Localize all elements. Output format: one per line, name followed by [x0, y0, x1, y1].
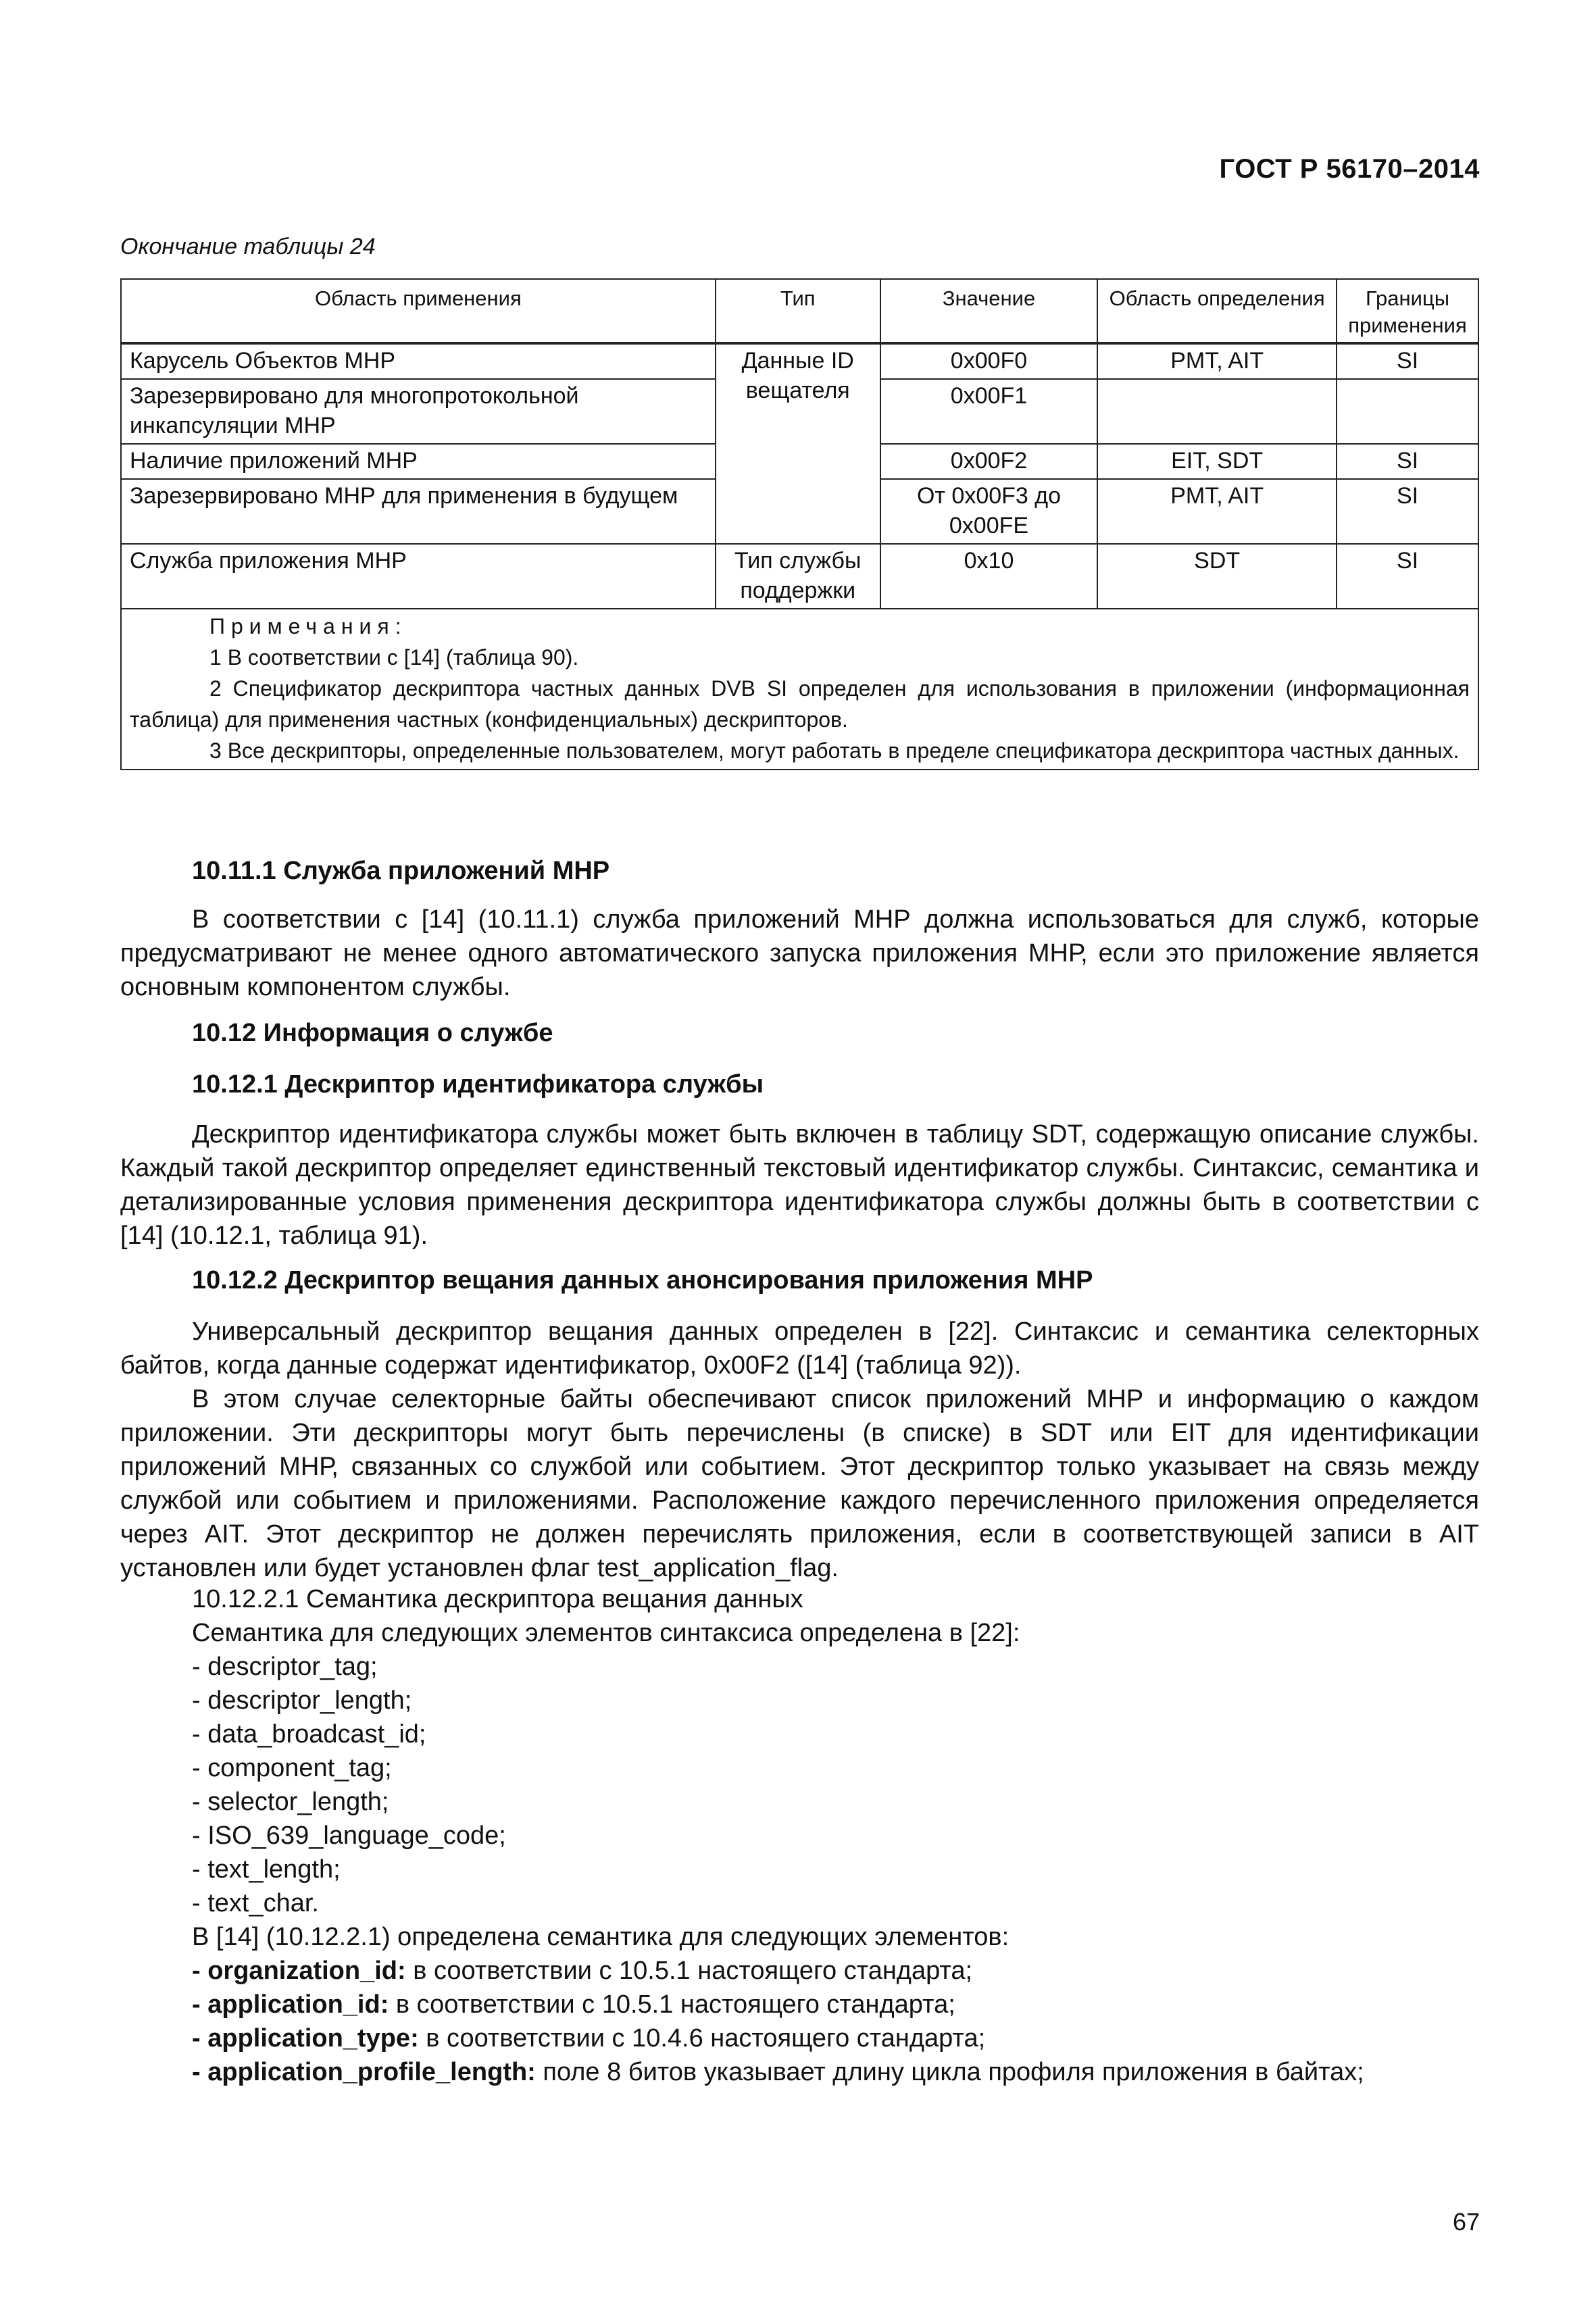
- cell-domain: EIT, SDT: [1097, 444, 1337, 479]
- subsection-title-10-12-2-1: 10.12.2.1 Семантика дескриптора вещания данных: [192, 1585, 803, 1613]
- list-item: - text_length;: [192, 1855, 341, 1884]
- field-description: в соответствии с 10.4.6 настоящего стандарта;: [418, 2024, 986, 2053]
- column-header: Область применения: [121, 279, 716, 343]
- cell-area: Карусель Объектов МНР: [121, 343, 716, 379]
- note-item: 1 В соответствии с [14] (таблица 90).: [209, 645, 579, 670]
- paragraph-10-12-2-b: В этом случае селекторные байты обеспечивают список приложений МНР и информацию о каждом приложении. Эти дескрипторы могут быть перечислены (в списке) в SDT или EIT для идентификации приложений МНР, связанных со службой или событием. Этот дескриптор только указывает на связь между службой или событием и приложениями. Расположение каждого перечисленного приложения определяется через AIT. Этот дескриптор не должен перечислять приложения, если в соответствующей записи в AIT установлен или будет установлен флаг test_application_flag.: [120, 1385, 1479, 1582]
- cell-area: Служба приложения МНР: [121, 544, 716, 609]
- table-24: [120, 278, 1479, 770]
- cell-bounds: SI: [1337, 444, 1478, 479]
- list-item: - descriptor_tag;: [192, 1653, 378, 1681]
- list-item: [192, 1990, 955, 2019]
- page-number: 67: [1452, 2208, 1480, 2236]
- field-name: organization_id:: [207, 1957, 406, 1985]
- notes-title: Примечания:: [209, 614, 407, 638]
- field-description: поле 8 битов указывает длину цикла профиля приложения в байтах;: [535, 2058, 1364, 2086]
- cell-area: Зарезервировано МНР для применения в будущем: [121, 479, 716, 544]
- cell-bounds: SI: [1337, 544, 1478, 609]
- column-header: Границы применения: [1337, 279, 1478, 343]
- cell-value: 0x00F0: [880, 343, 1098, 379]
- list-item: - text_char.: [192, 1889, 319, 1917]
- field-name: application_id:: [207, 1990, 389, 2019]
- section-heading-10-12-2: 10.12.2 Дескриптор вещания данных анонсирования приложения МНР: [192, 1266, 1093, 1294]
- list-bullet: -: [192, 2058, 201, 2086]
- column-header: Тип: [716, 279, 880, 343]
- column-header: Значение: [880, 279, 1098, 343]
- cell-area: Зарезервировано для многопротокольной инкапсуляции МНР: [121, 379, 716, 444]
- table-caption: Окончание таблицы 24: [120, 234, 376, 259]
- list-bullet: -: [192, 1957, 201, 1985]
- list-item: - ISO_639_language_code;: [192, 1821, 506, 1850]
- column-header: Область определения: [1097, 279, 1337, 343]
- list-item: [192, 2024, 985, 2053]
- cell-area: Наличие приложений МНР: [121, 444, 716, 479]
- cell-domain: PMT, AIT: [1097, 479, 1337, 544]
- cell-bounds: [1337, 379, 1478, 444]
- field-description: в соответствии с 10.5.1 настоящего стандарта;: [389, 1990, 955, 2019]
- semantics-intro: Семантика для следующих элементов синтаксиса определена в [22]:: [192, 1619, 1020, 1647]
- field-name: application_profile_length:: [207, 2058, 536, 2086]
- cell-domain: PMT, AIT: [1097, 343, 1337, 379]
- list-item: - selector_length;: [192, 1788, 389, 1816]
- cell-value: 0x00F2: [880, 444, 1098, 479]
- note-item: 3 Все дескрипторы, определенные пользователем, могут работать в пределе спецификатора дескриптора частных данных.: [209, 738, 1460, 763]
- semantics-14-intro: В [14] (10.12.2.1) определена семантика для следующих элементов:: [192, 1923, 1009, 1951]
- field-name: application_type:: [207, 2024, 419, 2053]
- list-bullet: -: [192, 2024, 201, 2053]
- field-description: в соответствии с 10.5.1 настоящего стандарта;: [405, 1957, 973, 1985]
- table-header-row: [121, 279, 1478, 343]
- cell-bounds: SI: [1337, 479, 1478, 544]
- table-notes: [121, 609, 1478, 770]
- note-item: 2 Спецификатор дескриптора частных данных DVB SI определен для использования в приложении (информационная таблица) для применения частных (конфиденциальных) дескрипторов.: [130, 676, 1470, 732]
- paragraph-10-11-1: В соответствии с [14] (10.11.1) служба приложений МНР должна использоваться для служб, которые предусматривают не менее одного автоматического запуска приложения МНР, если это приложение является основным компонентом службы.: [120, 905, 1479, 1001]
- list-item: [192, 1957, 972, 1986]
- cell-domain: [1097, 379, 1337, 444]
- cell-value: 0x00F1: [880, 379, 1098, 444]
- cell-type: Тип службы поддержки: [716, 544, 880, 609]
- section-heading-10-12: 10.12 Информация о службе: [192, 1019, 553, 1047]
- list-item: - component_tag;: [192, 1754, 392, 1782]
- list-bullet: -: [192, 1990, 201, 2019]
- cell-type-merged: Данные ID вещателя: [716, 343, 880, 544]
- table-notes-row: [121, 609, 1478, 770]
- cell-bounds: SI: [1337, 343, 1478, 379]
- cell-value: От 0x00F3 до 0x00FE: [880, 479, 1098, 544]
- list-item: - data_broadcast_id;: [192, 1720, 426, 1749]
- list-item: - descriptor_length;: [192, 1686, 412, 1715]
- section-heading-10-12-1: 10.12.1 Дескриптор идентификатора службы: [192, 1070, 764, 1099]
- cell-value: 0x10: [880, 544, 1098, 609]
- paragraph-10-12-1: Дескриптор идентификатора службы может быть включен в таблицу SDT, содержащую описание службы. Каждый такой дескриптор определяет единственный текстовый идентификатор службы. Синтаксис, семантика и детализированные условия применения дескриптора идентификатора службы должны быть в соответствии с [14] (10.12.1, таблица 91).: [120, 1120, 1479, 1250]
- paragraph-10-12-2-a: Универсальный дескриптор вещания данных определен в [22]. Синтаксис и семантика селекторных байтов, когда данные содержат идентификатор, 0x00F2 ([14] (таблица 92)).: [120, 1317, 1479, 1380]
- section-heading-10-11-1: 10.11.1 Служба приложений МНР: [192, 857, 610, 885]
- document-id: ГОСТ Р 56170–2014: [1219, 154, 1480, 184]
- table-row: [121, 343, 1478, 379]
- table-row: [121, 544, 1478, 609]
- cell-domain: SDT: [1097, 544, 1337, 609]
- list-item: [192, 2058, 1364, 2087]
